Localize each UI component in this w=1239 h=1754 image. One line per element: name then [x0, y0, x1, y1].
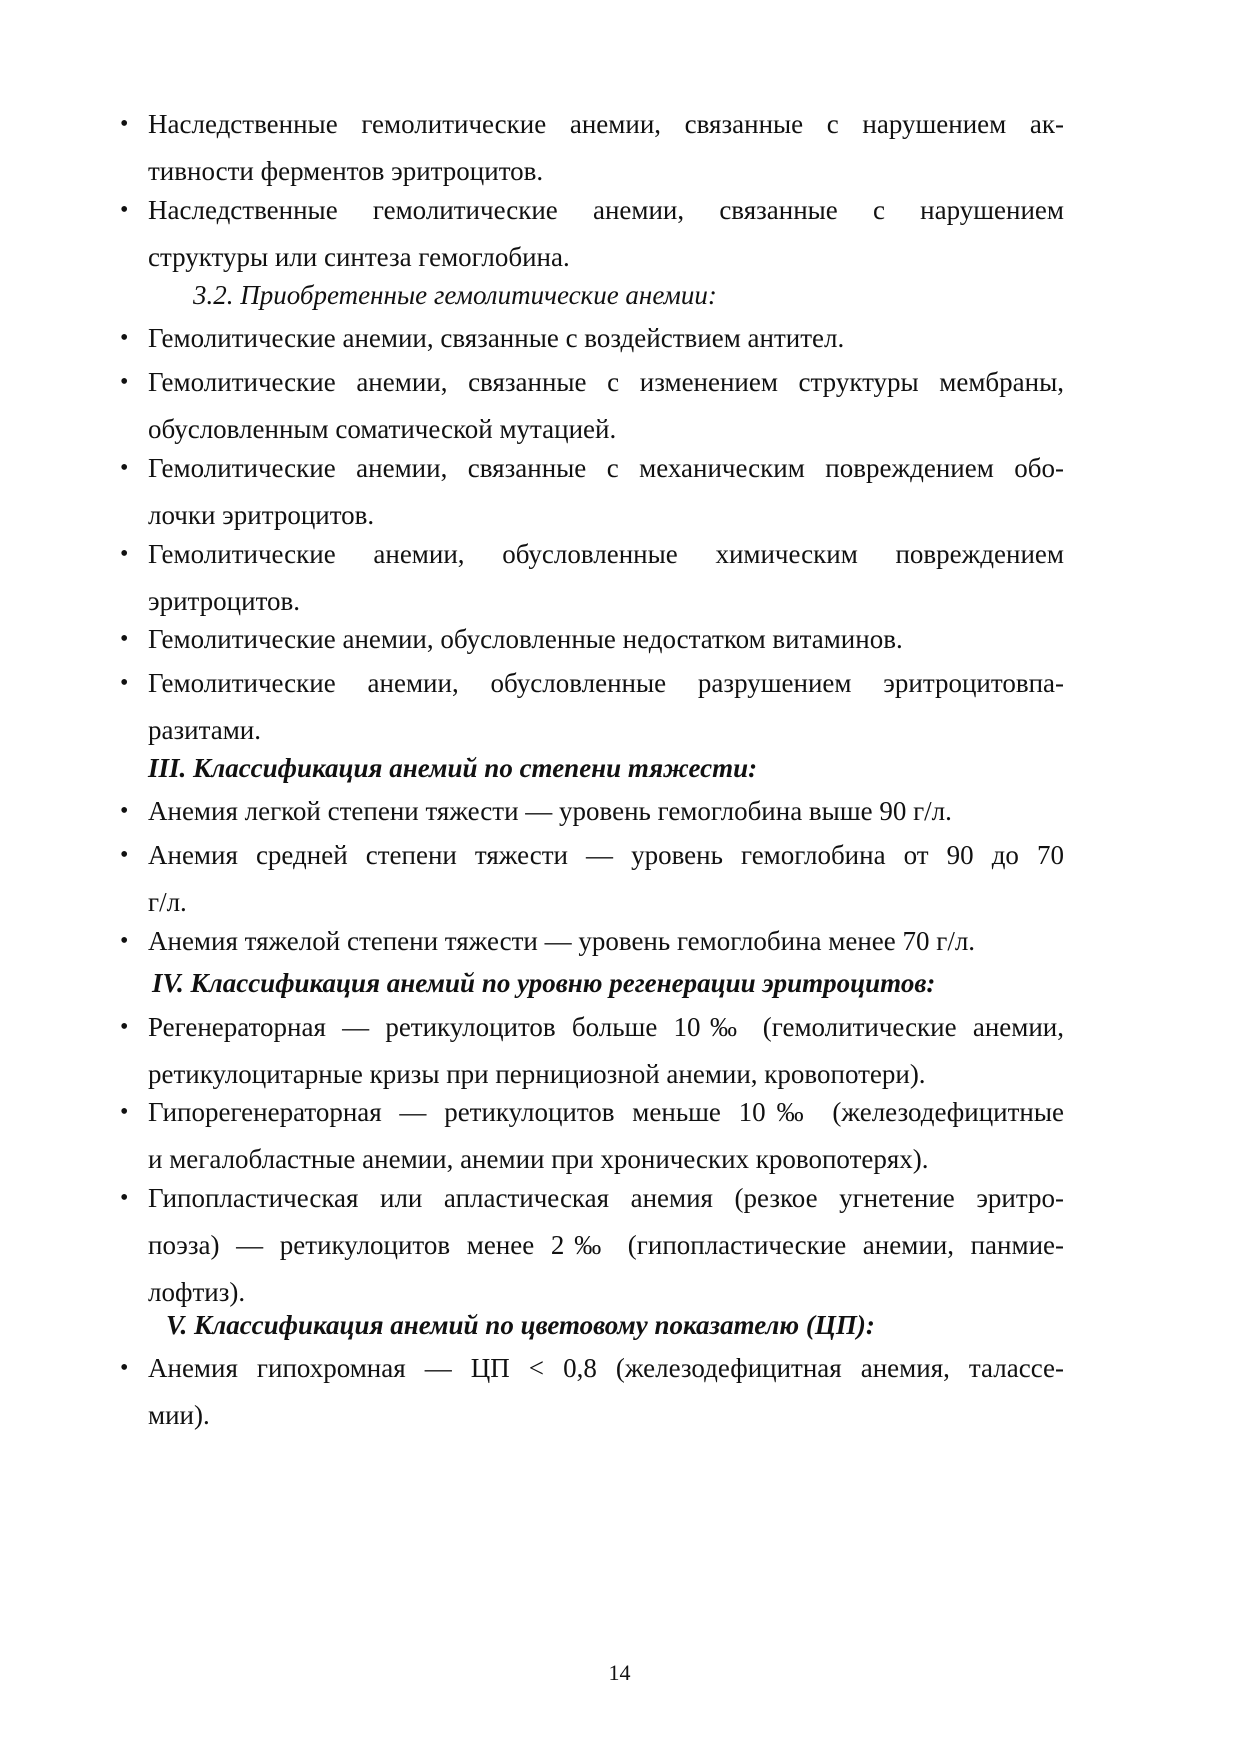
bullet-icon: • — [120, 1355, 129, 1381]
list-item-text — [148, 1175, 1064, 1316]
text-line: поэза) — ретикулоцитов менее 2‰ (гипопластические анемии, панмие- — [148, 1230, 1064, 1260]
list-item-text — [148, 788, 1064, 835]
text-line: Анемия средней степени тяжести — уровень гемоглобина от 90 до 70 — [148, 840, 1064, 870]
list-item-text — [148, 445, 1064, 539]
list-item-text — [148, 832, 1064, 926]
text-line: Гипорегенераторная — ретикулоцитов меньше 10‰ (железодефицитные — [148, 1097, 1064, 1127]
text-line: Регенераторная — ретикулоцитов больше 10‰ (гемолитические анемии, — [148, 1012, 1064, 1042]
list-item-text — [148, 315, 1064, 362]
list-item-text — [148, 1004, 1064, 1098]
text-line: г/л. — [148, 887, 187, 917]
bullet-icon: • — [120, 1014, 129, 1040]
bullet-icon: • — [120, 670, 129, 696]
text-line: ретикулоцитарные кризы при пернициозной анемии, кровопотери). — [148, 1059, 926, 1089]
text-line: обусловленным соматической мутацией. — [148, 414, 617, 444]
bullet-icon: • — [120, 1099, 129, 1125]
bullet-icon: • — [120, 455, 129, 481]
list-item-text — [148, 1345, 1064, 1439]
section-heading-v: V. Классификация анемий по цветовому показателю (ЦП): — [166, 1310, 875, 1340]
text-line: мии). — [148, 1400, 210, 1430]
bullet-icon: • — [120, 626, 129, 652]
list-item-text — [148, 660, 1064, 754]
list-item-text — [148, 531, 1064, 625]
list-item-text — [148, 101, 1064, 195]
bullet-icon: • — [120, 798, 129, 824]
list-item-text — [148, 918, 1064, 965]
text-line: Гемолитические анемии, обусловленные разрушением эритроцитовпа- — [148, 668, 1064, 698]
bullet-icon: • — [120, 197, 129, 223]
list-item-text — [148, 616, 1064, 663]
text-line: разитами. — [148, 715, 261, 745]
text-line: Наследственные гемолитические анемии, связанные с нарушением ак- — [148, 109, 1064, 139]
text-line: Анемия легкой степени тяжести — уровень гемоглобина выше 90 г/л. — [148, 796, 952, 826]
bullet-icon: • — [120, 111, 129, 137]
page-number: 14 — [608, 1660, 631, 1685]
list-item-text — [148, 187, 1064, 281]
text-line: Наследственные гемолитические анемии, связанные с нарушением — [148, 195, 1064, 225]
bullet-icon: • — [120, 842, 129, 868]
text-line: Анемия тяжелой степени тяжести — уровень гемоглобина менее 70 г/л. — [148, 926, 976, 956]
text-line: структуры или синтеза гемоглобина. — [148, 242, 570, 272]
text-line: Гемолитические анемии, связанные с механическим повреждением обо- — [148, 453, 1064, 483]
text-line: и мегалобластные анемии, анемии при хронических кровопотерях). — [148, 1144, 929, 1174]
text-line: Гемолитические анемии, связанные с воздействием антител. — [148, 323, 845, 353]
subheading: 3.2. Приобретенные гемолитические анемии: — [193, 280, 717, 310]
text-line: Анемия гипохромная — ЦП < 0,8 (железодефицитная анемия, талассе- — [148, 1353, 1064, 1383]
text-line: лочки эритроцитов. — [148, 500, 375, 530]
text-line: эритроцитов. — [148, 586, 301, 616]
bullet-icon: • — [120, 541, 129, 567]
section-heading-iii: III. Классификация анемий по степени тяжести: — [148, 753, 758, 783]
bullet-icon: • — [120, 369, 129, 395]
text-line: Гемолитические анемии, связанные с изменением структуры мембраны, — [148, 367, 1064, 397]
text-line: Гемолитические анемии, обусловленные химическим повреждением — [148, 539, 1064, 569]
bullet-icon: • — [120, 1185, 129, 1211]
section-heading-iv: IV. Классификация анемий по уровню регенерации эритроцитов: — [152, 968, 936, 998]
bullet-icon: • — [120, 928, 129, 954]
text-line: тивности ферментов эритроцитов. — [148, 156, 544, 186]
text-line: лофтиз). — [148, 1277, 246, 1307]
text-line: Гипопластическая или апластическая анемия (резкое угнетение эритро- — [148, 1183, 1064, 1213]
bullet-icon: • — [120, 325, 129, 351]
text-line: Гемолитические анемии, обусловленные недостатком витаминов. — [148, 624, 903, 654]
list-item-text — [148, 359, 1064, 453]
list-item-text — [148, 1089, 1064, 1183]
